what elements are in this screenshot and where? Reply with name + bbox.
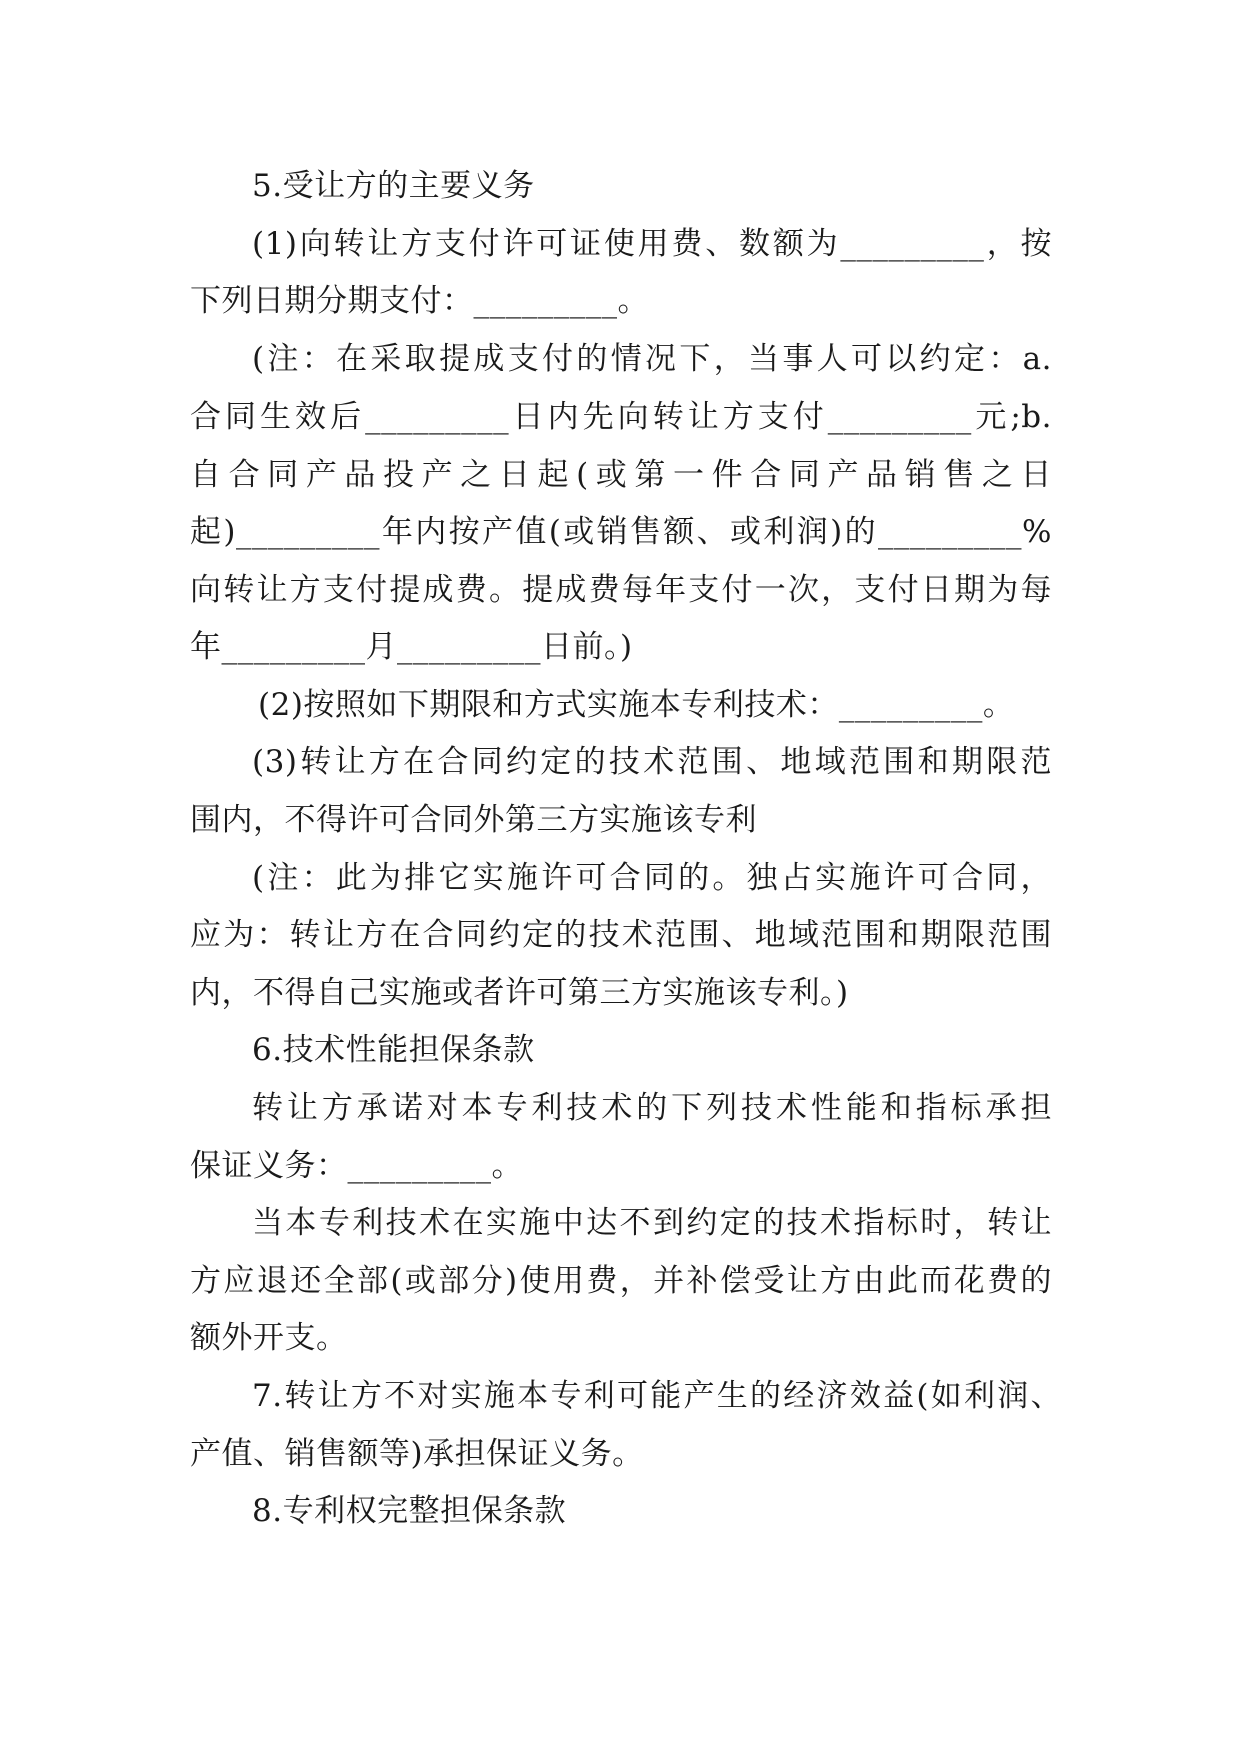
paragraph-line: 额外开支。 <box>190 1320 348 1356</box>
note-line: 起)_________年内按产值(或销售额、或利润)的_________% <box>190 514 1052 550</box>
paragraph-line: (2)按照如下期限和方式实施本专利技术：_________。 <box>258 687 1015 723</box>
section-heading-6: 6.技术性能担保条款 <box>252 1032 535 1068</box>
section-heading-7: 7.转让方不对实施本专利可能产生的经济效益(如利润、 <box>252 1378 1062 1414</box>
note-line: 向转让方支付提成费。提成费每年支付一次，支付日期为每 <box>190 572 1052 608</box>
section-heading-8: 8.专利权完整担保条款 <box>252 1493 567 1529</box>
paragraph-line: 产值、销售额等)承担保证义务。 <box>190 1436 644 1472</box>
note-line: 自合同产品投产之日起(或第一件合同产品销售之日 <box>190 457 1052 493</box>
note-line: 内，不得自己实施或者许可第三方实施该专利。) <box>190 975 849 1011</box>
paragraph-line: 当本专利技术在实施中达不到约定的技术指标时，转让 <box>252 1205 1052 1241</box>
note-line: (注：在采取提成支付的情况下，当事人可以约定：a. <box>252 341 1052 377</box>
note-line: 年_________月_________日前。) <box>190 629 633 665</box>
section-heading-5: 5.受让方的主要义务 <box>252 168 535 204</box>
paragraph-line: 转让方承诺对本专利技术的下列技术性能和指标承担 <box>252 1090 1052 1126</box>
note-line: (注：此为排它实施许可合同的。独占实施许可合同， <box>252 860 1052 896</box>
paragraph-line: (1)向转让方支付许可证使用费、数额为_________，按 <box>252 226 1052 262</box>
paragraph-line: 下列日期分期支付：_________。 <box>190 283 649 319</box>
paragraph-line: 围内，不得许可合同外第三方实施该专利 <box>190 802 757 838</box>
paragraph-line: 保证义务：_________。 <box>190 1148 523 1184</box>
paragraph-line: (3)转让方在合同约定的技术范围、地域范围和期限范 <box>252 744 1052 780</box>
note-line: 应为：转让方在合同约定的技术范围、地域范围和期限范围 <box>190 917 1052 953</box>
paragraph-line: 方应退还全部(或部分)使用费，并补偿受让方由此而花费的 <box>190 1263 1052 1299</box>
note-line: 合同生效后_________日内先向转让方支付_________元;b. <box>190 399 1052 435</box>
